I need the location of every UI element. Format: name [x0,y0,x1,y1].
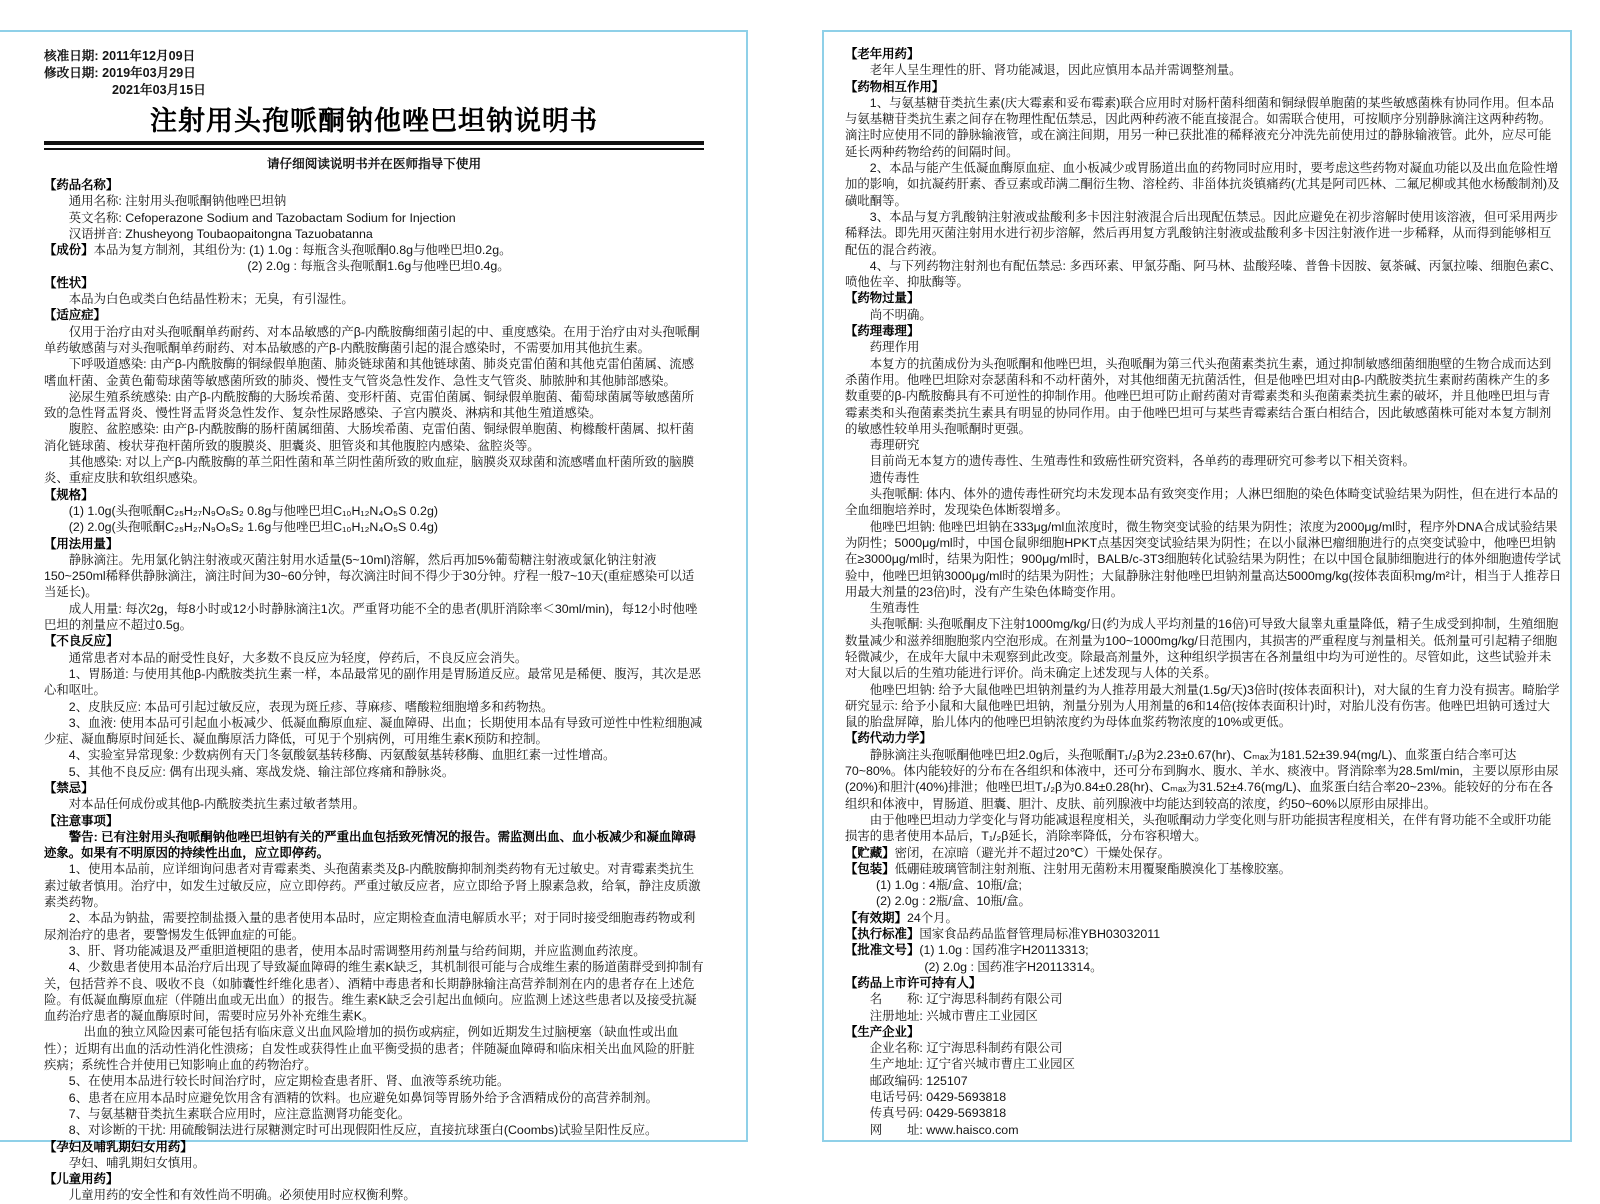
paragraph: 6、患者在应用本品时应避免饮用含有酒精的饮料。也应避免如鼻饲等胃肠外给予含酒精成份的高营养制剂。 [68,1090,659,1105]
paragraph: 4、实验室异常现象: 少数病例有天门冬氨酸氨基转移酶、丙氨酸氨基转移酶、血胆红素一过性增高。 [68,748,616,763]
paragraph: 企业名称: 辽宁海思科制药有限公司 [869,1041,1063,1056]
paragraph: 对本品任何成份或其他β-内酰胺类抗生素过敏者禁用。 [68,797,366,812]
paragraph: 电话号码: 0429-5693818 [869,1090,1007,1104]
paragraph: 邮政编码: 125107 [869,1073,968,1088]
section [845,910,1562,926]
paragraph: 4、少数患者使用本品治疗后出现了导致凝血障碍的维生素K缺乏，其机制很可能与合成维生素的肠道菌群受到抑制有关，包括营养不良、吸收不良（如肺囊性纤维化患者）、酒精中毒患者和长期静脉输注高营养制剂在内的患者存在上述危险。有低凝血酶原血症（伴随出血或无出血）的报告。维生素K缺乏会引起出血倾向。应监测上述这些患者以及接受抗凝血药治疗患者的凝血酶原时间，需要时应另外补充维生素K。 [44,960,704,1024]
paragraph: 腹腔、盆腔感染: 由产β-内酰胺酶的肠杆菌属细菌、大肠埃希菌、克雷伯菌、铜绿假单胞菌、枸橼酸杆菌属、拟杆菌消化链球菌、梭状芽孢杆菌所致的腹膜炎、胆囊炎、胆管炎和其他腹腔内感染、盆腔炎等。 [44,422,695,453]
paragraph: 名 称: 辽宁海思科制药有限公司 [869,992,1063,1007]
paragraph: (2) 2.0g : 国药准字H20113314。 [924,959,1103,974]
section-heading: 【成份】 [44,243,94,258]
section-heading: 【药理毒理】 [845,324,920,339]
section [44,307,704,486]
paragraph: (1) 1.0g(头孢哌酮C₂₅H₂₇N₉O₈S₂ 0.8g与他唑巴坦C₁₀H₁₂N₄O₅S 0.2g) [68,503,438,518]
section-heading: 【孕妇及哺乳期妇女用药】 [44,1139,193,1154]
approval-dates [44,48,704,99]
paragraph: 传真号码: 0429-5693818 [869,1106,1007,1121]
section [44,275,704,308]
paragraph: 1、使用本品前，应详细询问患者对青霉素类、头孢菌素类及β-内酰胺酶抑制剂类药物有无过敏史。对青霉素类抗生素过敏者慎用。治疗中，如发生过敏反应，应立即停药。严重过敏反应者，应立即给予肾上腺素急救，给氧，静注皮质激素类药物。 [44,862,701,910]
paragraph: 孕妇、哺乳期妇女慎用。 [68,1155,206,1170]
paragraph: 3、本品与复方乳酸钠注射液或盐酸利多卡因注射液混合后出现配伍禁忌。因此应避免在初步溶解时使用该溶液，但可采用两步稀释法。即先用灭菌注射用水进行初步溶解，然后再用复方乳酸钠注射液或盐酸利多卡因注射液作进一步稀释，从而得到能够相互配伍的混合药液。 [845,209,1559,257]
section [845,46,1562,79]
section-heading: 【生产企业】 [845,1024,920,1039]
paragraph: 生产地址: 辽宁省兴城市曹庄工业园区 [869,1057,1075,1072]
paragraph: 1、胃肠道: 与使用其他β-内酰胺类抗生素一样，本品最常见的副作用是胃肠道反应。最常见是稀便、腹泻，其次是恶心和呕吐。 [44,666,701,698]
paragraph: 下呼吸道感染: 由产β-内酰胺酶的铜绿假单胞菌、肺炎链球菌和其他链球菌、肺炎克雷伯菌和其他克雷伯菌属、流感嗜血杆菌、金黄色葡萄球菌等敏感菌所致的肺炎、慢性支气管炎急性发作、急性支气管炎、肺脓肿和其他肺部感染。 [44,357,695,388]
section-heading: 【有效期】 [845,910,907,925]
section-heading: 【性状】 [44,275,94,290]
paragraph: 目前尚无本复方的遗传毒性、生殖毒性和致癌性研究资料，各单药的毒理研究可参考以下相关资料。 [869,454,1415,469]
section-heading: 【用法用量】 [44,536,119,551]
section [845,79,1562,291]
section [44,536,704,634]
left-page-sections [44,177,704,1204]
section [44,1139,704,1172]
paragraph: 他唑巴坦钠: 给予大鼠他唑巴坦钠剂量约为人推荐用最大剂量(1.5g/天)3倍时(按体表面积计)，对大鼠的生育力没有损害。畸胎学研究显示: 给予小鼠和大鼠他唑巴坦钠，剂量分别为人用剂量的6和14倍(按体表面积计)时，对胎儿没有伤害。他唑巴坦钠可透过大鼠的胎盘屏障，胎儿体内的他唑巴坦钠浓度约为母体血浆药物浓度的10%或更低。 [845,682,1560,730]
section [845,942,1562,975]
paragraph: 通常患者对本品的耐受性良好，大多数不良反应为轻度，停药后，不良反应会消失。 [68,650,528,665]
paragraph: 毒理研究 [869,438,920,453]
approval-date-line: 修改日期: 2019年03月29日 [44,66,196,80]
paragraph: 英文名称: Cefoperazone Sodium and Tazobactam Sodium for Injection [68,210,456,225]
paragraph: 静脉滴注头孢哌酮他唑巴坦2.0g后，头孢哌酮T₁/₂β为2.23±0.67(hr)、Cₘₐₓ为181.52±39.94(mg/L)、血浆蛋白结合率可达70~80%。体内能较好的分布在各组织和体液中，还可分布到胸水、腹水、羊水、痰液中。肾消除率为28.5ml/min，主要以原形由尿(20%)和胆汁(40%)排泄；他唑巴坦T₁/₂β为0.84±0.28(hr)、Cₘₐₓ为31.52±4.76(mg/L)、血浆蛋白结合率20~23%。能较好的分布在各组织和体液中，胃肠道、胆囊、胆汁、皮肤、前列腺液中均能达到较高的浓度，约50~60%以原形由尿排出。 [845,747,1559,811]
paragraph: 静脉滴注。先用氯化钠注射液或灭菌注射用水适量(5~10ml)溶解，然后再加5%葡萄糖注射液或氯化钠注射液150~250ml稀释供静脉滴注，滴注时间为30~60分钟，每次滴注时间不得少于30分钟。疗程一般7~10天(重症感染可以适当延长)。 [44,552,695,600]
section-heading: 【老年用药】 [845,47,920,61]
paragraph: 尚不明确。 [869,307,932,322]
paragraph: 成人用量: 每次2g，每8小时或12小时静脉滴注1次。严重肾功能不全的患者(肌肝消除率＜30ml/min)，每12小时他唑巴坦的剂量应不超过0.5g。 [44,601,698,633]
lead-text: 国家食品药品监督管理局标准YBH03032011 [919,927,1161,942]
paragraph: 5、在使用本品进行较长时间治疗时，应定期检查患者肝、肾、血液等系统功能。 [68,1074,510,1089]
section-heading: 【药代动力学】 [845,731,932,746]
section [44,177,704,242]
paragraph: (2) 2.0g : 每瓶含头孢哌酮1.6g与他唑巴坦0.4g。 [247,259,510,274]
section [44,633,704,780]
section-heading: 【注意事项】 [44,813,119,828]
lead-text: 24个月。 [906,910,958,925]
section [845,861,1562,910]
lead-text: 低硼硅玻璃管制注射剂瓶、注射用无菌粉末用覆聚酯膜溴化丁基橡胶塞。 [894,861,1292,876]
paragraph: (1) 1.0g : 4瓶/盒、10瓶/盒; [876,878,1022,893]
section-heading: 【批准文号】 [845,943,920,958]
paragraph: 警告: 已有注射用头孢哌酮钠他唑巴坦钠有关的严重出血包括致死情况的报告。需监测出血、血小板减少和凝血障碍迹象。如果有不明原因的持续性出血，应立即停药。 [44,829,696,861]
section [845,845,1562,861]
right-page-sections [845,46,1562,1138]
approval-date-line: 核准日期: 2011年12月09日 [44,49,196,63]
paragraph: 2、皮肤反应: 本品可引起过敏反应，表现为斑丘疹、荨麻疹、嗜酸粒细胞增多和药物热。 [68,699,554,714]
approval-date-line: 2021年03月15日 [112,83,206,97]
paragraph: (2) 2.0g(头孢哌酮C₂₅H₂₇N₉O₈S₂ 1.6g与他唑巴坦C₁₀H₁₂N₄O₅S 0.4g) [68,520,438,535]
paragraph: 出血的独立风险因素可能包括有临床意义出血风险增加的损伤或病症，例如近期发生过脑梗塞（缺血性或出血性）；近期有出血的活动性消化性溃疡；自发性或获得性止血平衡受损的患者；伴随凝血障碍和临床相关出血风险的肝脏疾病；系统性合并使用已知影响止血的药物治疗。 [44,1025,695,1073]
section [845,323,1562,730]
paragraph: 生殖毒性 [869,601,920,616]
section [845,975,1562,1024]
section [44,487,704,536]
paragraph: 遗传毒性 [869,470,920,485]
paragraph: 2、本品与能产生低凝血酶原血症、血小板减少或胃肠道出血的药物同时应用时，要考虑这些药物对凝血功能以及出血危险性增加的影响，如抗凝药肝素、香豆素或茚满二酮衍生物、溶栓药、非甾体抗炎镇痛药(尤其是阿司匹林、二氟尼柳或其他水杨酸制剂)及磺吡酮等。 [845,161,1560,208]
paragraph: 汉语拼音: Zhusheyong Toubaopaitongna Tazuobatanna [68,226,373,241]
paragraph: 泌尿生殖系统感染: 由产β-内酰胺酶的大肠埃希菌、变形杆菌、克雷伯菌属、铜绿假单胞菌、葡萄球菌属等敏感菌所致的急性肾盂肾炎、慢性肾盂肾炎急性发作、复杂性尿路感染、子宫内膜炎、淋病和其他生殖道感染。 [44,389,695,421]
paragraph: 头孢哌酮: 头孢哌酮皮下注射1000mg/kg/日(约为成人平均剂量的16倍)可导致大鼠睾丸重量降低，精子生成受到抑制，生殖细胞数量减少和滋养细胞胞浆内空泡形成。在剂量为100~1000mg/kg/日范围内，其损害的严重程度与剂量相关。低剂量可引起精子细胞轻微减少，在成年大鼠中未观察到此改变。除最高剂量外，这种组织学损害在各剂量组中均为可逆性的。尽管如此，这些试验并未对大鼠以后的生殖功能进行评价。尚未确定上述发现与人体的关系。 [845,617,1559,681]
section-lead [44,242,704,258]
paragraph: 儿童用药的安全性和有效性尚不明确。必须使用时应权衡利弊。 [68,1188,416,1203]
section [44,242,704,275]
section [44,780,704,813]
section-heading: 【贮藏】 [845,845,895,860]
lead-text: 密闭，在凉暗（避光并不超过20℃）干燥处保存。 [894,845,1171,860]
section [845,1024,1562,1138]
section-lead [845,926,1562,942]
paragraph: 其他感染: 对以上产β-内酰胺酶的革兰阳性菌和革兰阴性菌所致的败血症，脑膜炎双球菌和流感嗜血杆菌所致的脑膜炎、重症皮肤和软组织感染。 [44,455,695,486]
section-heading: 【包装】 [845,861,895,876]
section-heading: 【药品上市许可持有人】 [845,975,982,990]
paragraph: 通用名称: 注射用头孢哌酮钠他唑巴坦钠 [68,194,287,209]
leaflet-page-left [0,30,748,1203]
paragraph: 头孢哌酮: 体内、体外的遗传毒性研究均未发现本品有致突变作用；人淋巴细胞的染色体畸变试验结果为阴性，但在进行本品的全血细胞培养时，发现染色体断裂增多。 [845,487,1559,518]
section-heading: 【药品名称】 [44,178,119,192]
section-heading: 【药物过量】 [845,291,920,306]
section [845,730,1562,844]
leaflet-page-right [822,30,1572,1142]
paragraph: 1、与氨基糖苷类抗生素(庆大霉素和妥布霉素)联合应用时对肠杆菌科细菌和铜绿假单胞菌的某些敏感菌株有协同作用。但本品与氨基糖苷类抗生素之间存在物理性配伍禁忌，因此两种药液不能直接混合。如需联合使用，可按顺序分别静脉滴注这两种药物。滴注时应使用不同的静脉输液管，或在滴注间期，用另一种已获批准的稀释液充分冲洗先前使用过的静脉输液管。此外，应尽可能延长两种药物给药的间隔时间。 [845,95,1555,159]
section-lead [845,861,1562,877]
title-divider [44,141,704,150]
section-lead [845,845,1562,861]
section-heading: 【禁忌】 [44,780,94,795]
usage-notice: 请仔细阅读说明书并在医师指导下使用 [266,157,482,171]
paragraph: 仅用于治疗由对头孢哌酮单药耐药、对本品敏感的产β-内酰胺酶细菌引起的中、重度感染。在用于治疗由对头孢哌酮单药敏感菌与对头孢哌酮单药耐药、对本品敏感的产β-内酰胺酶菌引起的混合感染时，不需要加用其他抗生素。 [44,324,700,355]
document-title: 注射用头孢哌酮钠他唑巴坦钠说明书 [150,106,598,136]
paragraph: 老年人呈生理性的肝、肾功能减退，因此应慎用本品并需调整剂量。 [869,63,1242,78]
section-lead [845,942,1562,958]
lead-text: 本品为复方制剂，其组份为: (1) 1.0g : 每瓶含头孢哌酮0.8g与他唑巴坦0.2g。 [93,243,512,258]
section-lead [845,910,1562,926]
lead-text: (1) 1.0g : 国药准字H20113313; [919,943,1089,958]
section [44,1171,704,1204]
paragraph: 2、本品为钠盐，需要控制盐摄入量的患者使用本品时，应定期检查血清电解质水平；对于同时接受细胞毒药物或利尿剂治疗的患者，要警惕发生低钾血症的可能。 [44,911,696,942]
section [44,813,704,1139]
paragraph: 注册地址: 兴城市曹庄工业园区 [869,1008,1038,1023]
section-heading: 【不良反应】 [44,634,119,649]
section-heading: 【执行标准】 [845,927,920,942]
paragraph: 他唑巴坦钠: 他唑巴坦钠在333μg/ml血浓度时，微生物突变试验的结果为阴性；浓度为2000μg/ml时，程序外DNA合成试验结果为阴性；5000μg/ml时，中国仓鼠卵细胞HPKT点基因突变试验结果为阴性；在以小鼠淋巴瘤细胞进行的点突变试验中，他唑巴坦钠在≥3000μg/ml时，结果为阳性；900μg/ml时，BALB/c-3T3细胞转化试验结果为阴性；在以中国仓鼠肺细胞进行的体外细胞遗传学试验中，他唑巴坦钠3000μg/ml时的结果为阴性；大鼠静脉注射他唑巴坦钠剂量高达5000mg/kg(按体表面积mg/m²计，相当于人推荐日用最大剂量的23倍)时，没有产生染色体畸变作用。 [845,519,1562,599]
section [845,290,1562,323]
paragraph: 本品为白色或类白色结晶性粉末；无臭，有引湿性。 [68,292,354,307]
paragraph: 本复方的抗菌成份为头孢哌酮和他唑巴坦，头孢哌酮为第三代头孢菌素类抗生素，通过抑制敏感细菌细胞壁的生物合成而达到杀菌作用。他唑巴坦除对奈瑟菌科和不动杆菌外，对其他细菌无抗菌活性，但是他唑巴坦对由β-内酰胺类抗生素耐药菌株产生的多数重要的β-内酰胺酶具有不可逆性的抑制作用。他唑巴坦可防止耐药菌对青霉素类和头孢菌素类抗生素的破坏，并且他唑巴坦与青霉素类和头孢菌素类抗生素具有明显的协同作用。由于他唑巴坦可与某些青霉素结合蛋白相结合，因此敏感菌株可能对本复方制剂的敏感性较单用头孢哌酮时更强。 [845,356,1552,436]
paragraph: (2) 2.0g : 2瓶/盒、10瓶/盒。 [876,894,1031,909]
section [845,926,1562,942]
section-heading: 【适应症】 [44,308,106,323]
paragraph: 4、与下列药物注射剂也有配伍禁忌: 多西环素、甲氯芬酯、阿马林、盐酸羟嗪、普鲁卡因胺、氨茶碱、丙氯拉嗪、细胞色素C、喷他佐辛、抑肽酶等。 [845,258,1562,290]
paragraph: 8、对诊断的干扰: 用硫酸铜法进行尿糖测定时可出现假阳性反应，直接抗球蛋白(Coombs)试验呈阳性反应。 [68,1123,658,1138]
section-heading: 【规格】 [44,487,94,502]
paragraph: 5、其他不良反应: 偶有出现头痛、寒战发烧、输注部位疼痛和静脉炎。 [68,764,455,779]
paragraph: 3、肝、肾功能减退及严重胆道梗阻的患者，使用本品时需调整用药剂量与给药间期，并应监测血药浓度。 [68,943,646,958]
section-heading: 【药物相互作用】 [845,79,945,94]
section-heading: 【儿童用药】 [44,1172,119,1187]
paragraph: 网 址: www.haisco.com [869,1122,1019,1137]
paragraph: 7、与氨基糖苷类抗生素联合应用时，应注意监测肾功能变化。 [68,1106,411,1121]
paragraph: 3、血液: 使用本品可引起血小板减少、低凝血酶原血症、凝血障碍、出血；长期使用本品有导致可逆性中性粒细胞减少症、凝血酶原时间延长、凝血酶原活力降低，可见于个别病例，可用维生素K预防和控制。 [44,715,703,747]
paragraph: 由于他唑巴坦动力学变化与肾功能减退程度相关，头孢哌酮动力学变化则与肝功能损害程度相关，在伴有肾功能不全或肝功能损害的患者使用本品后，T₁/₂β延长，消除率降低，分布容积增大。 [845,812,1552,844]
paragraph: 药理作用 [869,340,920,355]
